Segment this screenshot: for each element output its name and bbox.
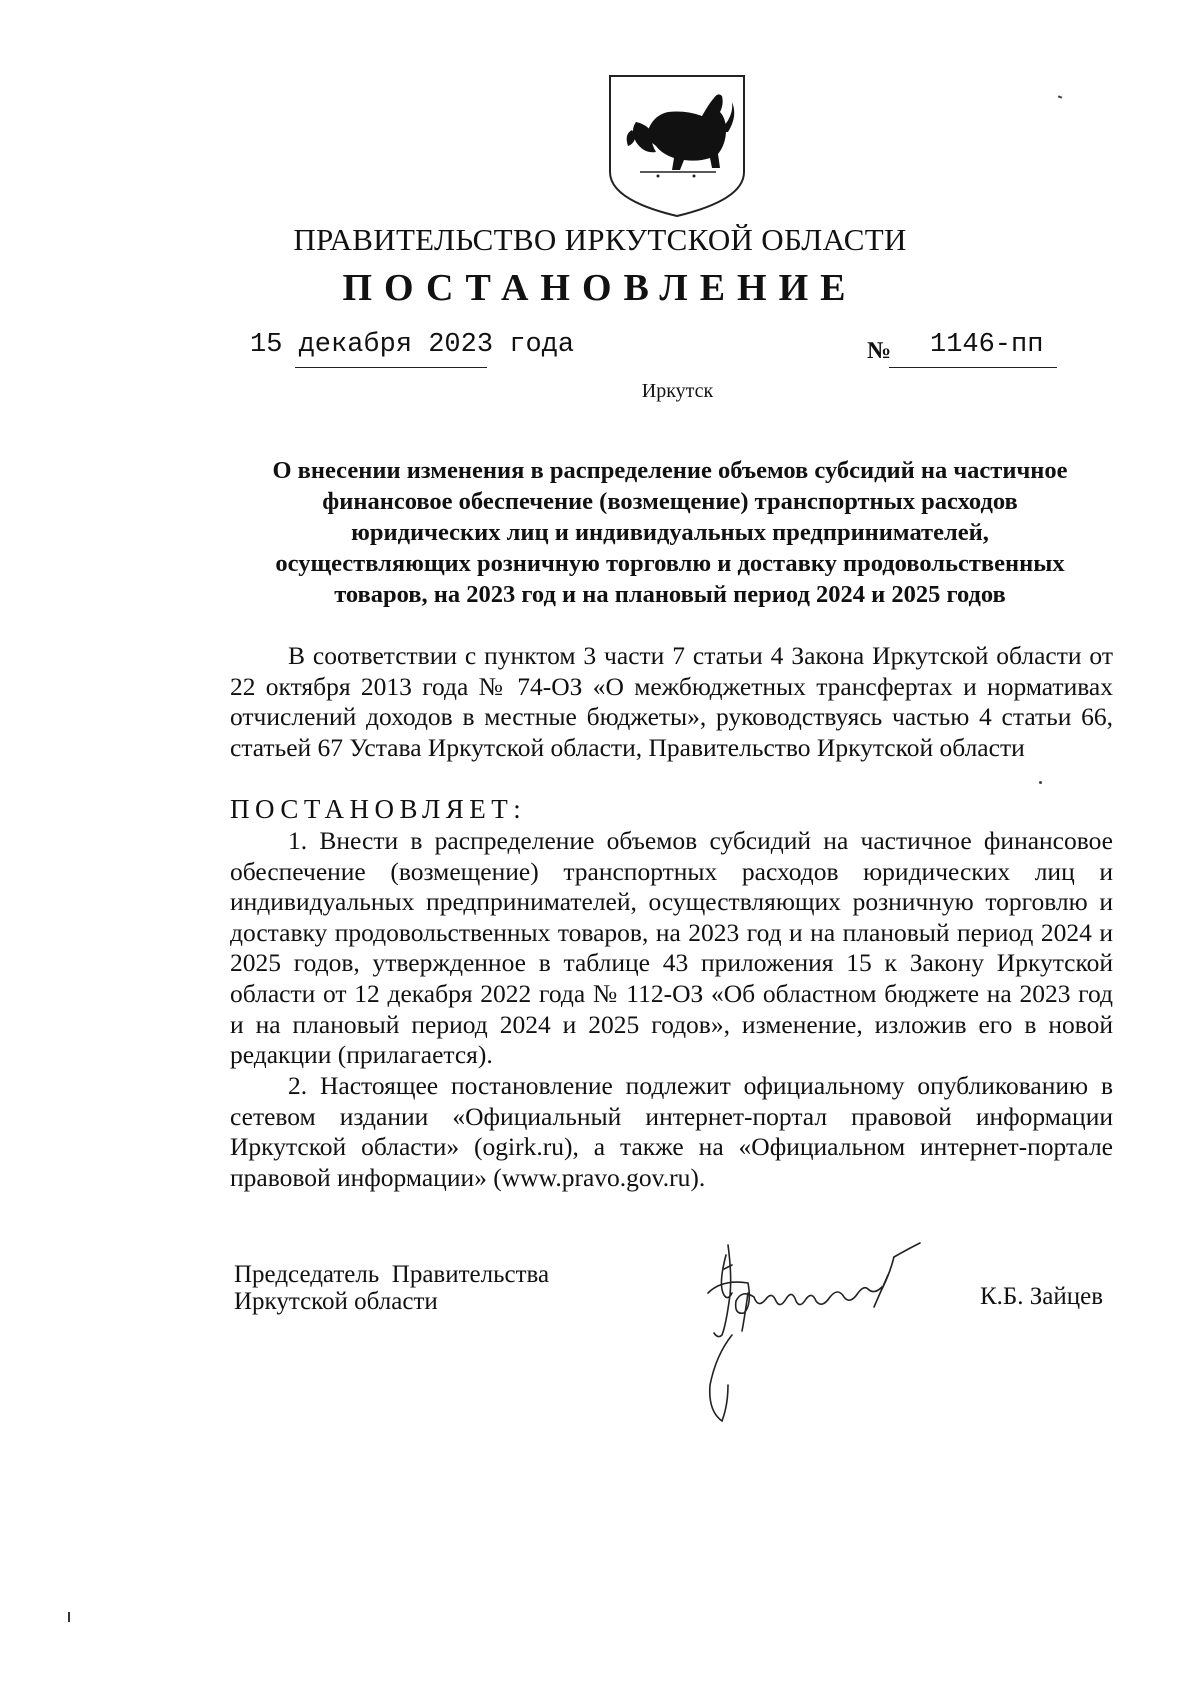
- date-underline: [295, 367, 487, 368]
- resolution-title: [230, 455, 1110, 610]
- signer-name: К.Б. Зайцев: [980, 1283, 1104, 1310]
- document-type-title: ПОСТАНОВЛЕНИЕ: [342, 267, 858, 309]
- resolves-heading: ПОСТАНОВЛЯЕТ:: [230, 794, 527, 824]
- title-line: товаров, на 2023 год и на плановый период 2024 и 2025 годов: [334, 581, 1006, 608]
- number-underline: [889, 367, 1057, 368]
- resolution-item-2: 2. Настоящее постановление подлежит официальному опубликованию в сетевом издании «Официальный интернет-портал правовой информации Иркутской области» (ogirk.ru), а также на «Официальном интернет-портале правовой информации» (www.pravo.gov.ru).: [230, 1071, 1113, 1192]
- city-name: Иркутск: [641, 380, 714, 402]
- document-number: 1146-пп: [930, 330, 1044, 360]
- title-line: О внесении изменения в распределение объемов субсидий на частичное: [272, 457, 1068, 484]
- title-line: юридических лиц и индивидуальных предпринимателей,: [351, 519, 989, 546]
- title-line: финансовое обеспечение (возмещение) транспортных расходов: [322, 488, 1018, 515]
- signature-icon: [688, 1235, 988, 1435]
- resolution-item-1: 1. Внести в распределение объемов субсидий на частичное финансовое обеспечение (возмещение) транспортных расходов юридических лиц и индивидуальных предпринимателей, осуществляющих розничную торговлю и доставку продовольственных товаров, на 2023 год и на плановый период 2024 и 2025 годов, утвержденное в таблице 43 приложения 15 к Закону Иркутской области от 12 декабря 2022 года № 112-ОЗ «Об областном бюджете на 2023 год и на плановый период 2024 и 2025 годов», изменение, изложив его в новой редакции (прилагается).: [230, 826, 1113, 1070]
- scan-speck: [1058, 95, 1062, 98]
- signer-position: [234, 1261, 549, 1315]
- coat-of-arms-icon: [606, 72, 748, 220]
- margin-mark: [68, 1612, 70, 1622]
- preamble-paragraph: В соответствии с пунктом 3 части 7 статьи 4 Закона Иркутской области от 22 октября 2013 года № 74-ОЗ «О межбюджетных трансфертах и нормативах отчислений доходов в местные бюджеты», руководствуясь частью 4 статьи 66, статьей 67 Устава Иркутской области, Правительство Иркутской области: [230, 641, 1113, 762]
- signer-position-line: Иркутской области: [234, 1288, 438, 1315]
- organization-name: ПРАВИТЕЛЬСТВО ИРКУТСКОЙ ОБЛАСТИ: [293, 222, 907, 257]
- document-date: 15 декабря 2023 года: [250, 330, 575, 360]
- scan-speck: [1039, 781, 1042, 784]
- signer-position-line: Председатель Правительства: [234, 1261, 550, 1288]
- title-line: осуществляющих розничную торговлю и доставку продовольственных: [275, 550, 1065, 577]
- number-sign: №: [867, 338, 892, 364]
